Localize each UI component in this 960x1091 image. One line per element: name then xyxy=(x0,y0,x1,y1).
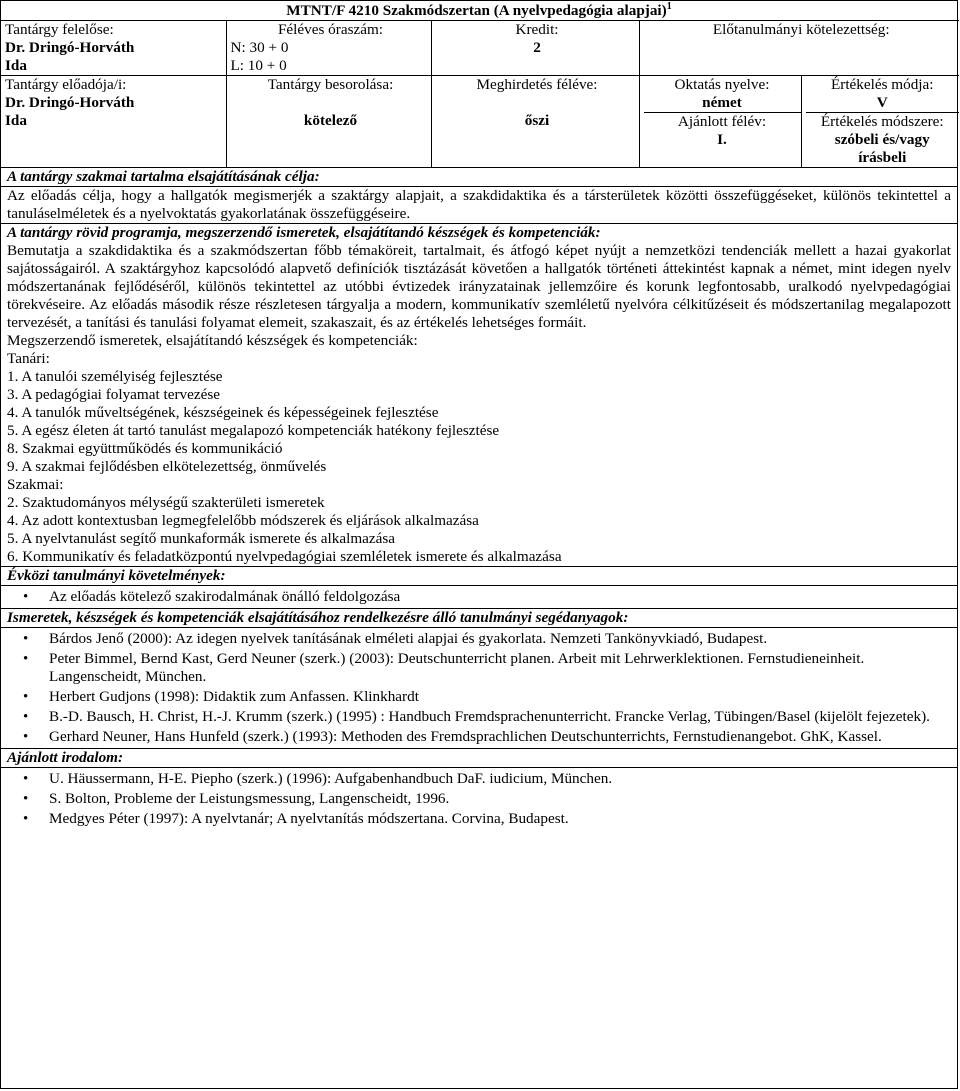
requirements-section xyxy=(1,566,957,585)
goal-heading: A tantárgy szakmai tartalma elsajátításának célja: xyxy=(7,168,320,185)
requirements-heading: Évközi tanulmányi követelmények: xyxy=(7,567,226,584)
list-item: • U. Häussermann, H-E. Piepho (szerk.) (1996): Aufgabenhandbuch DaF. iudicium, München. xyxy=(49,770,951,788)
program-heading: A tantárgy rövid programja, megszerzendő ismeretek, elsajátítandó készségek és kompetenciák: xyxy=(7,224,601,241)
goal-text: Az előadás célja, hogy a hallgatók megismerjék a szaktárgy alapjait, a szakdidaktika és a társterületek közötti összefüggéseket, különös tekintettel a tanuláselméletek és a nyelvoktatás gyakorlatának összefüggéseire. xyxy=(1,186,957,223)
list-item: • Peter Bimmel, Bernd Kast, Gerd Neuner (szerk.) (2003): Deutschunterricht planen. Arbeit mit Lehrwerklektionen. Fernstudieneinheit. Langenscheidt, München. xyxy=(49,650,951,686)
eval-method-value-2: írásbeli xyxy=(858,149,907,166)
course-title-text: MTNT/F 4210 Szakmódszertan (A nyelvpedagógia alapjai) xyxy=(286,2,667,19)
eval-method-value-1: szóbeli és/vagy xyxy=(834,131,930,148)
list-item: • Bárdos Jenő (2000): Az idegen nyelvek tanításának elméleti alapjai és gyakorlata. Nemzeti Tankönyvkiadó, Budapest. xyxy=(49,630,951,648)
responsible-name-line1: Dr. Dringó-Horváth xyxy=(5,39,135,56)
list-item: 3. A pedagógiai folyamat tervezése xyxy=(7,386,220,403)
eval-method-label: Értékelés módszere: xyxy=(806,112,960,131)
list-item: 1. A tanulói személyiség fejlesztése xyxy=(7,368,223,385)
professional-label: Szakmai: xyxy=(7,476,64,493)
list-item: 8. Szakmai együttműködés és kommunikáció xyxy=(7,440,283,457)
language-cell xyxy=(639,76,801,168)
hours-l: L: 10 + 0 xyxy=(230,57,287,74)
semester-cell xyxy=(431,76,639,168)
hours-cell xyxy=(226,21,431,76)
language-value: német xyxy=(702,94,742,111)
prereq-label: Előtanulmányi kötelezettség: xyxy=(712,21,890,38)
professional-competence-list xyxy=(7,494,951,566)
recommended-section xyxy=(1,748,957,767)
recommended-list xyxy=(7,770,951,828)
materials-section xyxy=(1,608,957,627)
eval-type-label: Értékelés módja: xyxy=(831,76,934,93)
footnote-mark: 1 xyxy=(666,1,672,12)
semester-label: Meghirdetés féléve: xyxy=(476,76,598,93)
teacher-competence-list xyxy=(7,368,951,476)
materials-body xyxy=(1,627,957,746)
list-item: 4. A tanulók műveltségének, készségeinek és képességeinek fejlesztése xyxy=(7,404,439,421)
course-meta-table xyxy=(1,20,959,167)
lecturer-label: Tantárgy előadója/i: xyxy=(5,76,127,93)
teacher-label: Tanári: xyxy=(7,350,50,367)
eval-type-value: V xyxy=(876,94,888,111)
requirements-body xyxy=(1,585,957,606)
language-label: Oktatás nyelve: xyxy=(674,76,770,93)
responsible-label: Tantárgy felelőse: xyxy=(5,21,114,38)
evaluation-cell xyxy=(801,76,959,168)
list-item: 5. A nyelvtanulást segítő munkaformák ismerete és alkalmazása xyxy=(7,530,396,547)
credit-cell xyxy=(431,21,639,76)
recommended-value: I. xyxy=(717,131,727,148)
classification-cell xyxy=(226,76,431,168)
recommended-label: Ajánlott félév: xyxy=(644,112,801,131)
list-item: 4. Az adott kontextusban legmegfelelőbb módszerek és eljárások alkalmazása xyxy=(7,512,479,529)
recommended-heading: Ajánlott irodalom: xyxy=(7,749,124,766)
program-section xyxy=(1,223,957,566)
list-item: • Gerhard Neuner, Hans Hunfeld (szerk.) (1993): Methoden des Fremdsprachlichen Deutschunterrichts, Fernstudienangebot. GhK, Kassel. xyxy=(49,728,951,746)
list-item: • Herbert Gudjons (1998): Didaktik zum Anfassen. Klinkhardt xyxy=(49,688,951,706)
classification-value: kötelező xyxy=(303,112,358,129)
lecturer-cell xyxy=(1,76,226,168)
goal-section xyxy=(1,167,957,186)
list-item: 2. Szaktudományos mélységű szakterületi ismeretek xyxy=(7,494,325,511)
hours-n: N: 30 + 0 xyxy=(230,39,289,56)
responsible-name-line2: Ida xyxy=(5,57,27,74)
semester-value: őszi xyxy=(524,112,550,129)
recommended-body xyxy=(1,767,957,828)
credit-value: 2 xyxy=(533,39,541,56)
list-item: • Az előadás kötelező szakirodalmának önálló feldolgozása xyxy=(49,588,951,606)
credit-label: Kredit: xyxy=(515,21,559,38)
list-item: • Medgyes Péter (1997): A nyelvtanár; A nyelvtanítás módszertana. Corvina, Budapest. xyxy=(49,810,951,828)
list-item: 6. Kommunikatív és feladatközpontú nyelvpedagógiai szemléletek ismerete és alkalmazása xyxy=(7,548,562,565)
materials-list xyxy=(7,630,951,746)
prereq-cell xyxy=(639,21,959,76)
program-text: Bemutatja a szakdidaktika és a szakmódszertan főbb témaköreit, tartalmait, és átfogó képet nyújt a nemzetközi tendenciák mellett a hazai gyakorlat sajátosságairól. A szaktárgyhoz kapcsolódó alapvető definíciók tisztázását követően a hallgatók történeti áttekintést kapnak a német, mint idegen nyelv módszertanának fejlődéséről, különös tekintettel az utóbbi évtizedek irányzatainak jellemzőire és korunk legfontosabb, uralkodó nyelvpedagógiai törekvéseire. Az előadás második része részletesen tárgyalja a modern, kommunikatív szemléletű nyelvóra célkitűzéseit és módszertanilag megalapozott tervezését, a tanítási és tanulási folyamat elemeit, szakaszait, és az értékelés lehetséges formáit. xyxy=(7,242,951,331)
list-item: • S. Bolton, Probleme der Leistungsmessung, Langenscheidt, 1996. xyxy=(49,790,951,808)
requirements-list xyxy=(7,588,951,606)
list-item: 9. A szakmai fejlődésben elkötelezettség, önművelés xyxy=(7,458,327,475)
list-item: • B.-D. Bausch, H. Christ, H.-J. Krumm (szerk.) (1995) : Handbuch Fremdsprachenunterricht. Francke Verlag, Tübingen/Basel (kijelölt fejezetek). xyxy=(49,708,951,726)
materials-heading: Ismeretek, készségek és kompetenciák elsajátításához rendelkezésre álló tanulmányi segédanyagok: xyxy=(7,609,629,626)
responsible-cell xyxy=(1,21,226,76)
lecturer-name-line2: Ida xyxy=(5,112,27,129)
list-item: 5. A egész életen át tartó tanulást megalapozó kompetenciák hatékony fejlesztése xyxy=(7,422,500,439)
classification-label: Tantárgy besorolása: xyxy=(267,76,394,93)
course-title xyxy=(1,1,957,20)
competences-title: Megszerzendő ismeretek, elsajátítandó készségek és kompetenciák: xyxy=(7,332,418,349)
lecturer-name-line1: Dr. Dringó-Horváth xyxy=(5,94,135,111)
hours-label: Féléves óraszám: xyxy=(277,21,383,38)
